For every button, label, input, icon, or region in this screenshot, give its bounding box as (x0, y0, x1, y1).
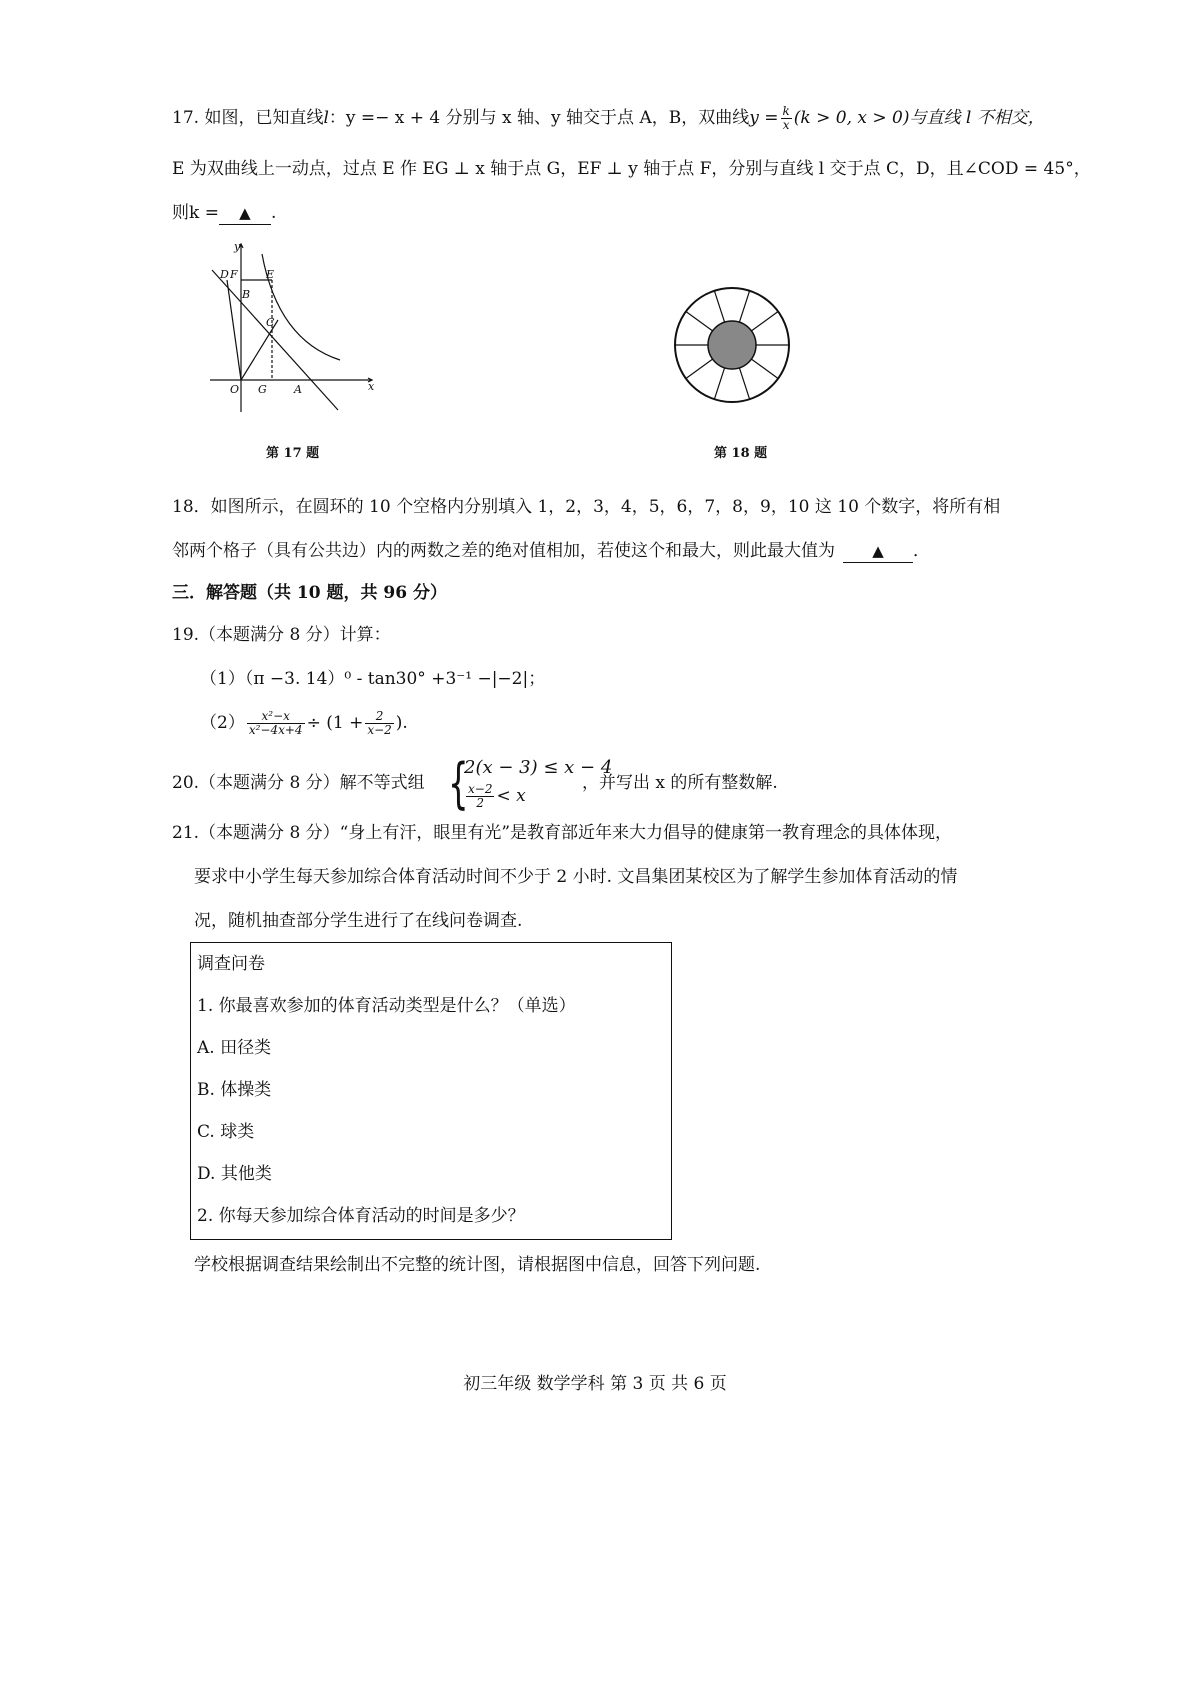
section-3-heading: 三．解答题（共 10 题，共 96 分） (172, 583, 447, 603)
q18-line1: 18．如图所示，在圆环的 10 个空格内分别填入 1，2，3，4，5，6，7，8，9，10 这 10 个数字，将所有相 (172, 497, 1001, 517)
q17-figure (200, 240, 380, 420)
q20-head: 20.（本题满分 8 分）解不等式组 (172, 773, 425, 793)
label-x: x (368, 380, 375, 393)
label-D: D (220, 268, 229, 281)
q20-inequality-2: $\frac{x-2}{2}$ < x (468, 782, 526, 810)
survey-question-1: 1. 你最喜欢参加的体育活动类型是什么？（单选） (197, 996, 576, 1016)
q19-head: 19.（本题满分 8 分）计算： (172, 625, 391, 645)
label-A: A (294, 383, 302, 396)
q21-line2: 要求中小学生每天参加综合体育活动时间不少于 2 小时. 文昌集团某校区为了解学生参加体育活动的情 (194, 867, 958, 887)
label-B: B (242, 288, 251, 301)
q20-tail: ，并写出 x 的所有整数解. (582, 773, 778, 793)
q18-figure (672, 285, 792, 405)
q17-line2: E 为双曲线上一动点，过点 E 作 EG ⊥ x 轴于点 G，EF ⊥ y 轴于点 F，分别与直线 l 交于点 C，D，且∠COD = 45°， (172, 159, 1091, 179)
survey-option-c: C. 球类 (197, 1122, 255, 1142)
q17-caption: 第 17 题 (266, 446, 320, 461)
page-footer: 初三年级 数学学科 第 3 页 共 6 页 (463, 1374, 727, 1394)
survey-question-2: 2. 你每天参加综合体育活动的时间是多少？ (197, 1206, 525, 1226)
q21-line3: 况，随机抽查部分学生进行了在线问卷调查. (194, 911, 523, 931)
q17-line1: 17. 如图，已知直线l：y =− x + 4 分别与 x 轴、y 轴交于点 A，B，双曲线y = $\frac{k}{x}$ (k > 0, x > 0)与直线 l 不相交， (172, 104, 1045, 132)
label-G: G (258, 383, 267, 396)
q21-after: 学校根据调查结果绘制出不完整的统计图，请根据图中信息，回答下列问题. (194, 1255, 761, 1275)
q19-part2: （2） $\frac{\text{x²−x}}{\text{x²−4x+4}}$ ÷ (1 + $\frac{2}{x-2}$ ). (200, 709, 408, 737)
survey-option-a: A. 田径类 (197, 1038, 272, 1058)
q19-fraction-1: $\frac{\text{x²−x}}{\text{x²−4x+4}}$ (248, 709, 303, 737)
q21-line1: 21.（本题满分 8 分）“身上有汗，眼里有光”是教育部近年来大力倡导的健康第一教育理念的具体体现， (172, 823, 953, 843)
survey-option-d: D. 其他类 (197, 1164, 272, 1184)
survey-option-b: B. 体操类 (197, 1080, 272, 1100)
q17-k-over-x: $\frac{k}{x}$ (782, 104, 790, 132)
q19-part1: （1）（π −3. 14）⁰ - tan30° +3⁻¹ −|−2|； (200, 669, 546, 689)
label-O: O (230, 383, 240, 396)
q18-caption: 第 18 题 (714, 446, 768, 461)
survey-title: 调查问卷 (197, 954, 265, 974)
q19-fraction-2: $\frac{2}{x-2}$ (367, 709, 392, 737)
label-y: y (234, 240, 241, 253)
label-F: F (230, 268, 238, 281)
q18-line2: 邻两个格子（具有公共边）内的两数之差的绝对值相加，若使这个和最大，则此最大值为 ▲ ． (172, 541, 930, 561)
q20-brace: { (448, 752, 469, 815)
label-C: C (266, 316, 275, 329)
q20-inequality-1: 2(x − 3) ≤ x − 4 (464, 757, 613, 778)
inner-circle (708, 321, 756, 369)
q17-answer-blank: ▲ (219, 202, 271, 225)
label-E: E (266, 268, 275, 281)
q18-answer-blank: ▲ (843, 540, 913, 563)
survey-box (190, 942, 672, 1240)
q17-line3: 则k = ▲ . (172, 203, 277, 223)
